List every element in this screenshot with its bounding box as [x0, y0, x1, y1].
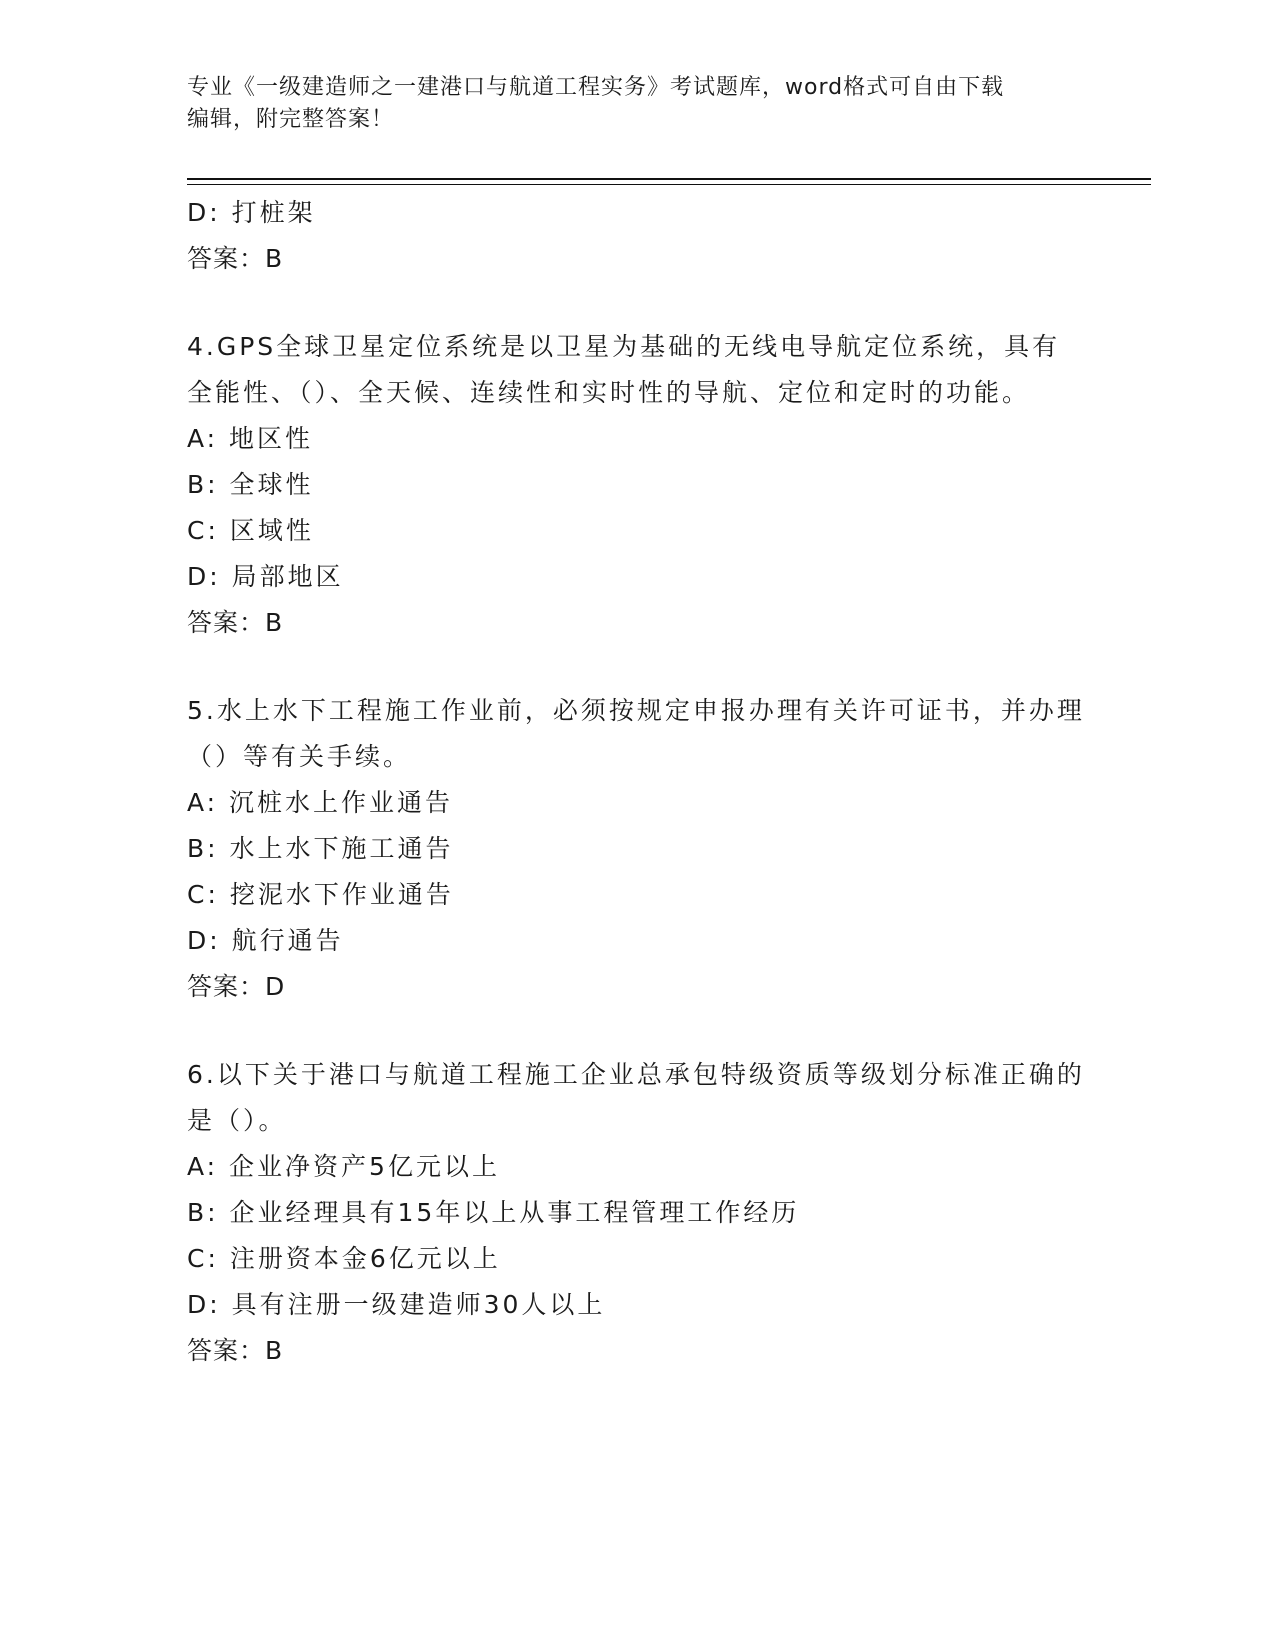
- question-3-tail: [187, 190, 1087, 282]
- option-a: A: 沉桩水上作业通告: [187, 788, 454, 817]
- header-line-1: 专业《一级建造师之一建港口与航道工程实务》考试题库，word格式可自由下载: [187, 75, 1005, 100]
- document-header: [187, 72, 1087, 136]
- option-d: D: 局部地区: [187, 562, 344, 591]
- option-b: B: 水上水下施工通告: [187, 834, 454, 863]
- option-a: A: 企业净资产5亿元以上: [187, 1152, 500, 1181]
- header-line-2: 编辑，附完整答案！: [187, 107, 395, 132]
- question-5: [187, 688, 1087, 1010]
- answer: 答案：B: [187, 608, 284, 637]
- question-stem: 5.水上水下工程施工作业前，必须按规定申报办理有关许可证书，并办理（）等有关手续。: [187, 696, 1085, 771]
- question-4: [187, 324, 1087, 646]
- question-6: [187, 1052, 1087, 1374]
- option-d: D: 具有注册一级建造师30人以上: [187, 1290, 606, 1319]
- answer: 答案：B: [187, 1336, 284, 1365]
- question-stem: 4.GPS全球卫星定位系统是以卫星为基础的无线电导航定位系统，具有全能性、（）、全天候、连续性和实时性的导航、定位和定时的功能。: [187, 332, 1061, 407]
- option-c: C: 注册资本金6亿元以上: [187, 1244, 501, 1273]
- option-a: A: 地区性: [187, 424, 314, 453]
- header-rule-thin: [187, 184, 1151, 185]
- option-c: C: 挖泥水下作业通告: [187, 880, 454, 909]
- header-rule-thick: [187, 178, 1151, 180]
- question-stem: 6.以下关于港口与航道工程施工企业总承包特级资质等级划分标准正确的是（）。: [187, 1060, 1085, 1135]
- option-d: D: 打桩架: [187, 198, 316, 227]
- question-list: [187, 190, 1087, 1416]
- option-d: D: 航行通告: [187, 926, 344, 955]
- answer: 答案：B: [187, 244, 284, 273]
- option-b: B: 全球性: [187, 470, 314, 499]
- answer: 答案：D: [187, 972, 286, 1001]
- option-c: C: 区域性: [187, 516, 314, 545]
- option-b: B: 企业经理具有15年以上从事工程管理工作经历: [187, 1198, 800, 1227]
